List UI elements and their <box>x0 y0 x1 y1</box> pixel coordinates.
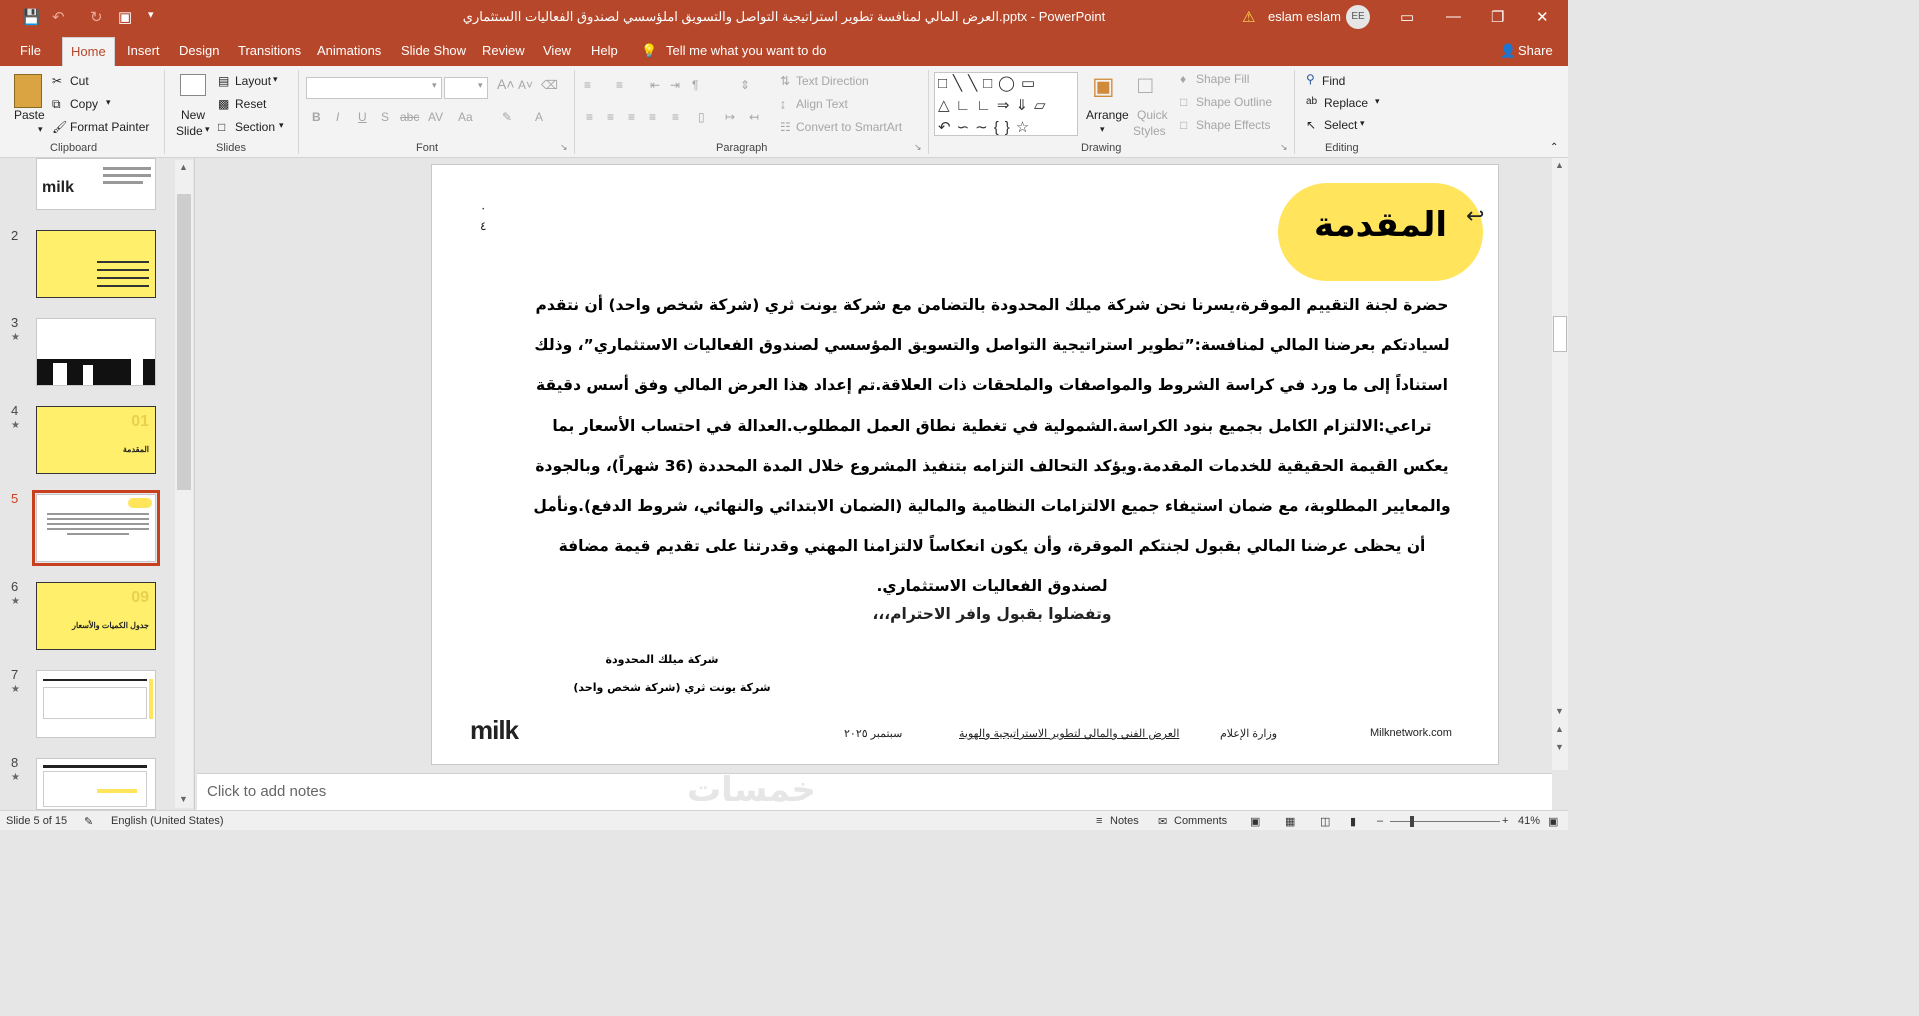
drawing-group-label: Drawing <box>1081 142 1122 154</box>
notes-placeholder[interactable]: Click to add notes <box>207 783 327 800</box>
replace-button[interactable]: Replace <box>1324 96 1369 110</box>
thumbnail-number: 5 <box>11 491 19 506</box>
slide-thumbnail-7[interactable] <box>36 670 156 738</box>
highlight-icon[interactable]: ✎ <box>502 110 513 124</box>
align-center-icon[interactable]: ≡ <box>607 110 615 124</box>
section-icon[interactable]: □ <box>218 120 226 134</box>
thumbnail-text-line <box>47 518 149 520</box>
arrange-icon[interactable]: ▣ <box>1092 73 1115 100</box>
thumbnail-text-line <box>97 277 149 279</box>
quick-styles-button[interactable]: Quick <box>1137 108 1168 122</box>
save-icon[interactable]: 💾 <box>22 9 41 26</box>
slide-thumbnail-6[interactable] <box>36 582 156 650</box>
character-spacing-icon[interactable]: AV <box>428 110 444 124</box>
quick-styles-icon[interactable]: □ <box>1138 72 1153 99</box>
underline-icon[interactable]: U <box>358 110 367 124</box>
rtl-icon[interactable]: ¶ <box>692 78 699 92</box>
scroll-thumb[interactable] <box>1553 316 1567 352</box>
increase-indent-icon[interactable]: ⇥ <box>670 78 681 92</box>
share-icon: 👤 <box>1500 43 1517 58</box>
scroll-thumb[interactable] <box>177 194 191 490</box>
animation-star-icon: ★ <box>11 772 20 783</box>
thumbnail-graphic <box>131 359 143 386</box>
thumbnail-text-line <box>103 181 143 184</box>
editing-group-label: Editing <box>1325 142 1359 154</box>
slide-thumbnails-panel[interactable] <box>0 158 195 810</box>
slide-title[interactable]: المقدمة <box>1314 205 1447 245</box>
scroll-down-icon[interactable]: ▼ <box>1555 706 1564 716</box>
tab-home[interactable]: Home <box>62 37 115 66</box>
slide-thumbnail-8[interactable] <box>36 758 156 810</box>
new-slide-dropdown-icon[interactable]: ▾ <box>205 124 210 134</box>
zoom-out-icon[interactable]: – <box>1377 815 1384 827</box>
select-button[interactable]: Select <box>1324 118 1358 132</box>
paragraph-rtl-icon[interactable]: ↦ <box>725 110 736 124</box>
slide-thumbnail-1[interactable] <box>36 158 156 210</box>
shape-outline-button[interactable]: Shape Outline <box>1196 95 1273 109</box>
quick-styles-button-line2[interactable]: Styles <box>1133 124 1166 138</box>
paste-dropdown-icon[interactable]: ▾ <box>38 124 43 134</box>
thumbnail-graphic <box>83 365 93 386</box>
thumbnail-number: 2 <box>11 228 19 243</box>
fit-to-window-icon[interactable]: ▣ <box>1548 816 1559 828</box>
font-size-dropdown-icon[interactable]: ▾ <box>478 80 483 90</box>
justify-icon[interactable]: ≡ <box>649 110 657 124</box>
return-arrow-icon: ↩ <box>1466 203 1485 228</box>
tell-me-input[interactable]: Tell me what you want to do <box>666 43 827 58</box>
thumbnail-text-line <box>103 167 151 170</box>
numbering-icon[interactable]: ≡ <box>616 78 624 92</box>
decrease-font-icon[interactable]: A˅ <box>518 78 534 92</box>
animation-star-icon: ★ <box>11 420 20 431</box>
shape-fill-icon[interactable]: ♦ <box>1180 72 1187 86</box>
thumbnail-number: 3 <box>11 315 19 330</box>
align-text-icon[interactable]: ↨ <box>780 97 786 111</box>
thumbnail-text-line <box>67 533 129 535</box>
group-divider <box>298 70 299 154</box>
user-name[interactable]: eslam eslam <box>1268 9 1341 24</box>
font-group-label: Font <box>416 142 439 154</box>
animation-star-icon: ★ <box>11 596 20 607</box>
ribbon-tabs <box>0 34 1568 66</box>
thumbnail-caption: جدول الكميات والأسعار <box>72 621 149 630</box>
bold-icon[interactable]: B <box>312 110 321 124</box>
tab-transitions[interactable]: Transitions <box>238 43 302 58</box>
thumbnail-text-line <box>47 513 149 515</box>
footer-title: العرض الفني والمالي لتطوير الاستراتيجية والهوية <box>959 728 1180 740</box>
notes-pane[interactable] <box>197 770 1552 810</box>
thumbnail-text-line <box>47 528 149 530</box>
decrease-indent-icon[interactable]: ⇤ <box>650 78 661 92</box>
find-button[interactable]: Find <box>1322 74 1346 88</box>
tab-insert[interactable]: Insert <box>127 43 160 58</box>
tab-animations[interactable]: Animations <box>317 43 382 58</box>
font-name-dropdown-icon[interactable]: ▾ <box>432 80 437 90</box>
distributed-icon[interactable]: ≡ <box>672 110 680 124</box>
shadow-icon[interactable]: S <box>381 110 390 124</box>
smartart-icon[interactable]: ☷ <box>780 120 791 134</box>
line-spacing-icon[interactable]: ⇕ <box>740 78 751 92</box>
window-title: العرض المالي لمنافسة تطوير استراتيجية التواصل والتسويق املؤسسي لصندوق الفعاليات االستثماري.pptx - PowerPoint <box>462 9 1106 24</box>
thumbnails-scrollbar[interactable] <box>175 160 193 808</box>
slide-counter[interactable]: Slide 5 of 15 <box>6 815 68 827</box>
thumbnail-caption: المقدمة <box>122 445 149 454</box>
shape-fill-button[interactable]: Shape Fill <box>1196 72 1250 86</box>
layout-icon[interactable]: ▤ <box>218 74 230 88</box>
clear-formatting-icon[interactable]: ⌫ <box>541 78 558 92</box>
tab-file[interactable]: File <box>20 43 41 58</box>
group-divider <box>928 70 929 154</box>
tab-review[interactable]: Review <box>482 43 525 58</box>
replace-dropdown-icon[interactable]: ▾ <box>1375 96 1380 106</box>
footer-date: سبتمبر ٢٠٢٥ <box>844 728 903 740</box>
scroll-up-icon[interactable]: ▲ <box>179 162 188 172</box>
thumbnail-number-text: 09 <box>131 589 149 606</box>
thumbnail-table <box>43 687 147 719</box>
title-bar <box>0 0 1568 34</box>
font-name-combo[interactable] <box>306 77 442 99</box>
thumbnail-accent-bar <box>149 679 153 719</box>
new-slide-icon[interactable] <box>180 74 206 96</box>
reset-icon[interactable]: ▩ <box>218 97 230 111</box>
notes-icon[interactable]: ≡ <box>1096 815 1103 827</box>
share-button[interactable]: Share <box>1518 43 1553 58</box>
thumbnail-number: 4 <box>11 403 19 418</box>
zoom-level[interactable]: 41% <box>1518 815 1541 827</box>
thumbnail-graphic <box>53 363 67 386</box>
minimize-icon[interactable]: — <box>1446 8 1461 25</box>
replace-icon[interactable]: ab <box>1306 96 1318 107</box>
new-slide-button[interactable]: New <box>181 108 206 122</box>
slide-thumbnail-3[interactable] <box>36 318 156 386</box>
thumbnail-text-line <box>97 261 149 263</box>
zoom-slider-thumb[interactable] <box>1410 816 1414 827</box>
avatar[interactable]: EE <box>1346 5 1370 29</box>
copy-button[interactable]: Copy <box>70 97 99 111</box>
copy-dropdown-icon[interactable]: ▾ <box>106 97 111 107</box>
strikethrough-icon[interactable]: abc <box>400 110 420 124</box>
select-icon[interactable]: ↖ <box>1306 118 1317 132</box>
warning-icon: ⚠ <box>1242 9 1256 26</box>
next-slide-icon[interactable]: ▼ <box>1555 742 1564 752</box>
comments-icon[interactable]: ✉ <box>1158 816 1168 828</box>
thumbnail-number: 6 <box>11 579 19 594</box>
animation-star-icon: ★ <box>11 332 20 343</box>
thumbnail-table-line <box>43 679 147 681</box>
slide-canvas[interactable] <box>431 164 1499 765</box>
paragraph-dialog-launcher-icon[interactable]: ↘ <box>914 142 922 152</box>
convert-smartart-button[interactable]: Convert to SmartArt <box>796 120 903 134</box>
text-direction-icon[interactable]: ⇅ <box>780 74 791 88</box>
animation-star-icon: ★ <box>11 684 20 695</box>
change-case-icon[interactable]: Aa <box>458 110 473 124</box>
spelling-icon[interactable]: ✎ <box>84 816 94 828</box>
copy-icon[interactable]: ⧉ <box>52 97 61 111</box>
slide-scrollbar[interactable] <box>1552 158 1568 770</box>
thumbnail-logo: milk <box>42 179 75 196</box>
restore-icon[interactable]: ❐ <box>1491 9 1505 26</box>
slides-group-label: Slides <box>216 142 246 154</box>
paste-icon[interactable] <box>14 74 42 108</box>
close-icon[interactable]: ✕ <box>1536 9 1549 26</box>
tab-help[interactable]: Help <box>591 43 618 58</box>
scroll-up-icon[interactable]: ▲ <box>1555 160 1564 170</box>
thumbnail-text-line <box>47 523 149 525</box>
scroll-down-icon[interactable]: ▼ <box>179 794 188 804</box>
slideshow-icon[interactable]: ▮ <box>1350 816 1357 828</box>
group-divider <box>1294 70 1295 154</box>
columns-icon[interactable]: ▯ <box>698 110 705 124</box>
footer-ministry: وزارة الإعلام <box>1220 728 1278 740</box>
group-divider <box>164 70 165 154</box>
align-text-button[interactable]: Align Text <box>796 97 848 111</box>
signature-company-2[interactable]: شركة يونت ثري (شركة شخص واحد) <box>573 681 771 694</box>
slide-sorter-icon[interactable]: ▦ <box>1285 816 1296 828</box>
language-indicator[interactable]: English (United States) <box>111 815 224 827</box>
drawing-dialog-launcher-icon[interactable]: ↘ <box>1280 142 1288 152</box>
page-marker: ٠ <box>480 201 487 215</box>
font-dialog-launcher-icon[interactable]: ↘ <box>560 142 568 152</box>
new-slide-button-line2[interactable]: Slide <box>176 124 203 138</box>
closing-text[interactable]: وتفضلوا بقبول وافر الاحترام،،، <box>872 605 1112 623</box>
normal-view-icon[interactable]: ▣ <box>1250 816 1261 828</box>
tab-design[interactable]: Design <box>179 43 220 58</box>
cut-button[interactable]: Cut <box>70 74 89 88</box>
thumbnail-accent-bar <box>97 789 137 793</box>
section-button[interactable]: Section <box>235 120 276 134</box>
thumbnail-text-line <box>97 269 149 271</box>
bullets-icon[interactable]: ≡ <box>584 78 592 92</box>
thumbnail-text-line <box>97 285 149 287</box>
zoom-slider-track[interactable] <box>1390 821 1500 822</box>
paragraph-group-label: Paragraph <box>716 142 768 154</box>
redo-icon[interactable]: ↻ <box>90 9 103 26</box>
thumbnail-text-line <box>103 174 151 177</box>
italic-icon[interactable]: I <box>336 110 340 124</box>
watermark: خمسات <box>687 770 816 810</box>
reset-button[interactable]: Reset <box>235 97 267 111</box>
shapes-gallery[interactable]: □╲╲□◯▭ △∟∟⇒⇓▱ ↶∽∼{}☆ <box>934 72 1078 136</box>
layout-button[interactable]: Layout <box>235 74 272 88</box>
ribbon <box>0 66 1568 158</box>
slide-thumbnail-5[interactable] <box>36 494 156 562</box>
status-bar <box>0 810 1568 830</box>
shape-outline-icon[interactable]: □ <box>1180 95 1188 109</box>
clipboard-group-label: Clipboard <box>50 142 98 154</box>
layout-dropdown-icon[interactable]: ▾ <box>273 74 278 84</box>
paste-button[interactable]: Paste <box>14 108 45 122</box>
zoom-in-icon[interactable]: + <box>1502 815 1509 827</box>
tab-view[interactable]: View <box>543 43 571 58</box>
body-paragraph[interactable]: حضرة لجنة التقييم الموقرة،يسرنا نحن شركة ميلك المحدودة بالتضامن مع شركة يونت ثري (شركة شخص واحد) أن نتقدم لسيادتكم بعرضنا المالي لمنافسة:”تطوير استراتيجية التواصل والتسويق المؤسسي لصندوق الفعاليات الاستثماري”، وذلك استناداً إلى ما ورد في كراسة الشروط والمواصفات والملحقات ذات العلاقة.تم إعداد هذا العرض المالي وفق أسس دقيقة تراعي:الالتزام الكامل بجميع بنود الكراسة.الشمولية في تغطية نطاق العمل المطلوب.العدالة في احتساب الأسعار بما يعكس القيمة الحقيقية للخدمات المقدمة.ويؤكد التحالف التزامه بتنفيذ المشروع خلال المدة المحددة (36 شهراً)، وبالجودة والمعايير المطلوبة، مع ضمان استيفاء جميع الالتزامات النظامية والمالية (الضمان الابتدائي والنهائي، شروط الدفع).ونأمل أن يحظى عرضنا المالي بقبول لجنتكم الموقرة، وأن يكون انعكاساً لالتزامنا المهني وقدرتنا على تقديم قيمة مضافة لصندوق الفعاليات الاستثماري. <box>533 296 1451 596</box>
thumbnail-number: 8 <box>11 755 19 770</box>
increase-font-icon[interactable]: A˄ <box>497 76 515 92</box>
section-dropdown-icon[interactable]: ▾ <box>279 120 284 130</box>
find-icon[interactable]: ⚲ <box>1306 72 1315 86</box>
format-painter-icon[interactable]: 🖌 <box>52 120 68 134</box>
align-left-icon[interactable]: ≡ <box>586 110 594 124</box>
align-right-icon[interactable]: ≡ <box>628 110 636 124</box>
undo-icon[interactable]: ↶ <box>52 9 65 26</box>
previous-slide-icon[interactable]: ▲ <box>1555 724 1564 734</box>
notes-button[interactable]: Notes <box>1110 815 1139 827</box>
group-divider <box>574 70 575 154</box>
present-icon[interactable]: ▣ <box>118 9 133 26</box>
shape-effects-icon[interactable]: □ <box>1180 118 1188 132</box>
reading-view-icon[interactable]: ◫ <box>1320 816 1331 828</box>
thumbnail-table-line <box>43 765 147 768</box>
tab-slide-show[interactable]: Slide Show <box>401 43 467 58</box>
signature-company-1[interactable]: شركة ميلك المحدودة <box>605 653 719 666</box>
comments-button[interactable]: Comments <box>1174 815 1228 827</box>
thumbnail-title-pill <box>128 498 152 508</box>
page-marker: ٤ <box>480 219 487 233</box>
cut-icon[interactable]: ✂ <box>52 74 63 88</box>
customize-qat-icon[interactable]: ▾ <box>148 9 154 21</box>
shape-effects-button[interactable]: Shape Effects <box>1196 118 1271 132</box>
lightbulb-icon: 💡 <box>641 43 658 58</box>
slide-thumbnail-2[interactable] <box>36 230 156 298</box>
format-painter-button[interactable]: Format Painter <box>70 120 150 134</box>
thumbnail-number: 7 <box>11 667 19 682</box>
select-dropdown-icon[interactable]: ▾ <box>1360 118 1365 128</box>
paragraph-ltr-icon[interactable]: ↤ <box>749 110 760 124</box>
arrange-dropdown-icon[interactable]: ▾ <box>1100 124 1105 134</box>
text-direction-button[interactable]: Text Direction <box>796 74 869 88</box>
collapse-ribbon-icon[interactable]: ⌃ <box>1550 142 1559 153</box>
arrange-button[interactable]: Arrange <box>1086 108 1129 122</box>
footer-website: Milknetwork.com <box>1370 727 1452 739</box>
footer-logo: milk <box>470 715 519 745</box>
ribbon-display-icon[interactable]: ▭ <box>1400 9 1415 26</box>
font-color-icon[interactable]: A <box>535 110 544 124</box>
slide-thumbnail-4[interactable] <box>36 406 156 474</box>
thumbnail-number-text: 01 <box>131 413 149 430</box>
